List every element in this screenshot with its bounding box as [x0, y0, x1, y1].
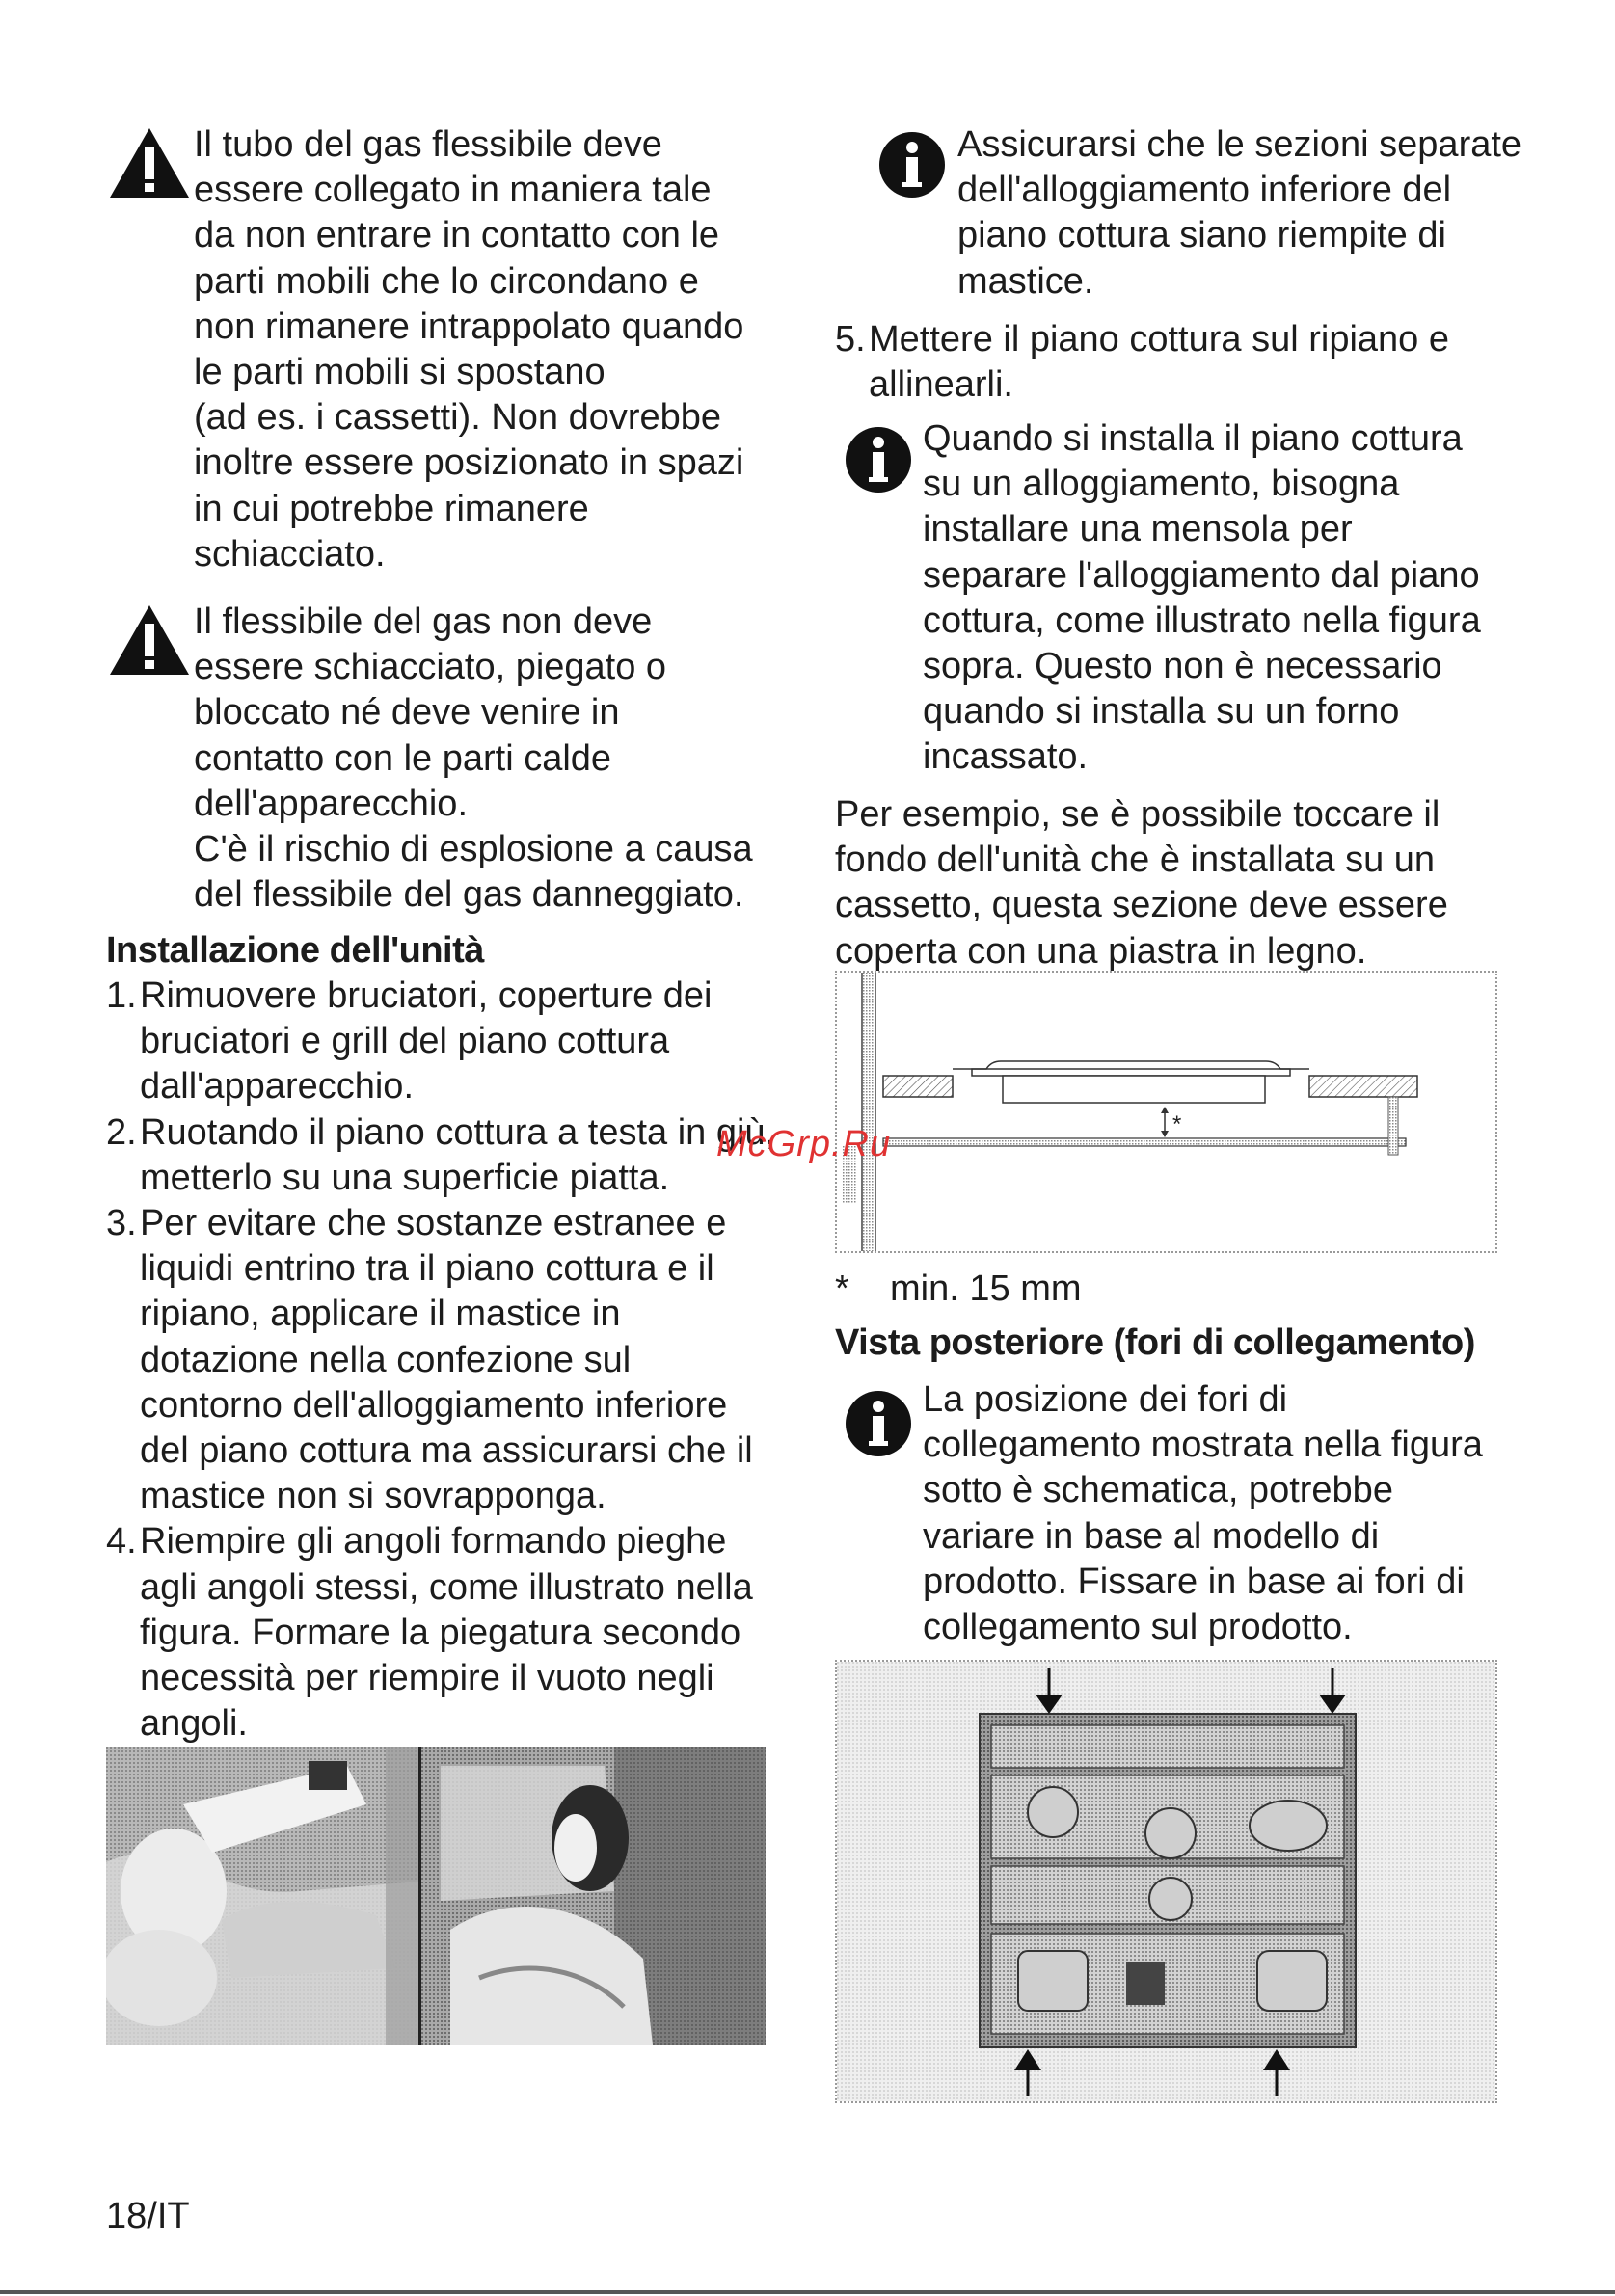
section-heading-rear-view: Vista posteriore (fori di collegamento)	[835, 1322, 1475, 1363]
info-text-2: Quando si installa il piano cottura su un alloggiamento, bisogna installare una mensola per separare l'alloggiamento dal piano cottura, come illustrato nella figura sopra. Questo non è necessario quando si installa su un forno incassato.	[923, 418, 1481, 778]
warning-icon	[108, 602, 191, 678]
clearance-mark: *	[1172, 1111, 1182, 1137]
info-icon	[875, 128, 949, 201]
step-text: Riempire gli angoli formando pieghe agli angoli stessi, come illustrato nella figura. Formare la piegatura secondo necessità per riempire il vuoto negli angoli.	[140, 1521, 753, 1745]
footer-rule	[0, 2290, 1615, 2294]
step-text: Rimuovere bruciatori, coperture dei bruciatori e grill del piano cottura dall'apparecchio.	[140, 975, 713, 1108]
warning-text-2: Il flessibile del gas non deve essere schiacciato, piegato o bloccato né deve venire in contatto con le parti calde dell'apparecchio. C'è il rischio di esplosione a causa del flessibile del gas danneggiato.	[194, 601, 753, 916]
step-1	[106, 974, 791, 1110]
step-text: Ruotando il piano cottura a testa in giù, metterlo su una superficie piatta.	[140, 1111, 776, 1198]
hob-section-diagram	[837, 973, 1495, 1251]
info-text-1: Assicurarsi che le sezioni separate dell'alloggiamento inferiore del piano cottura siano riempite di mastice.	[957, 124, 1522, 302]
step-number: 5.	[835, 319, 866, 360]
rear-view-figure	[835, 1660, 1497, 2103]
sealant-photo-right	[421, 1747, 766, 2045]
installation-steps	[106, 974, 791, 1747]
info-text-3: La posizione dei fori di collegamento mostrata nella figura sotto è schematica, potrebbe variare in base al modello di prodotto. Fissare in base ai fori di collegamento sul prodotto.	[923, 1379, 1483, 1648]
step-3	[106, 1201, 791, 1519]
rear-view-diagram	[837, 1662, 1495, 2101]
step-text: Mettere il piano cottura sul ripiano e allinearli.	[869, 319, 1449, 406]
step-number: 2.	[106, 1111, 137, 1153]
footnote: * min. 15 mm	[835, 1268, 1082, 1309]
body-paragraph: Per esempio, se è possibile toccare il fondo dell'unità che è installata su un cassetto, questa sezione deve essere coperta con una piastra in legno.	[835, 794, 1448, 972]
step-5	[835, 317, 1606, 408]
step-number: 4.	[106, 1521, 137, 1562]
section-heading-installation: Installazione dell'unità	[106, 930, 484, 971]
sealant-photo-left	[106, 1747, 419, 2045]
photo-divider	[418, 1747, 421, 2045]
step-number: 1.	[106, 975, 137, 1016]
step-4	[106, 1519, 791, 1747]
hob-section-figure	[835, 971, 1497, 1253]
page-number: 18/IT	[106, 2196, 190, 2236]
step-number: 3.	[106, 1203, 137, 1244]
step-text: Per evitare che sostanze estranee e liquidi entrino tra il piano cottura e il ripiano, applicare il mastice in dotazione nella confezione sul contorno dell'alloggiamento inferiore del piano cottura ma assicurarsi che il mastice non si sovrapponga.	[140, 1203, 753, 1517]
info-icon	[842, 423, 915, 496]
step-2	[106, 1110, 791, 1201]
watermark: McGrp.Ru	[716, 1124, 892, 1164]
warning-text-1: Il tubo del gas flessibile deve essere collegato in maniera tale da non entrare in contatto con le parti mobili che lo circondano e non rimanere intrappolato quando le parti mobili si spostano (ad es. i cassetti). Non dovrebbe inoltre essere posizionato in spazi in cui potrebbe rimanere schiacciato.	[194, 124, 744, 574]
warning-icon	[108, 125, 191, 200]
info-icon	[842, 1387, 915, 1460]
